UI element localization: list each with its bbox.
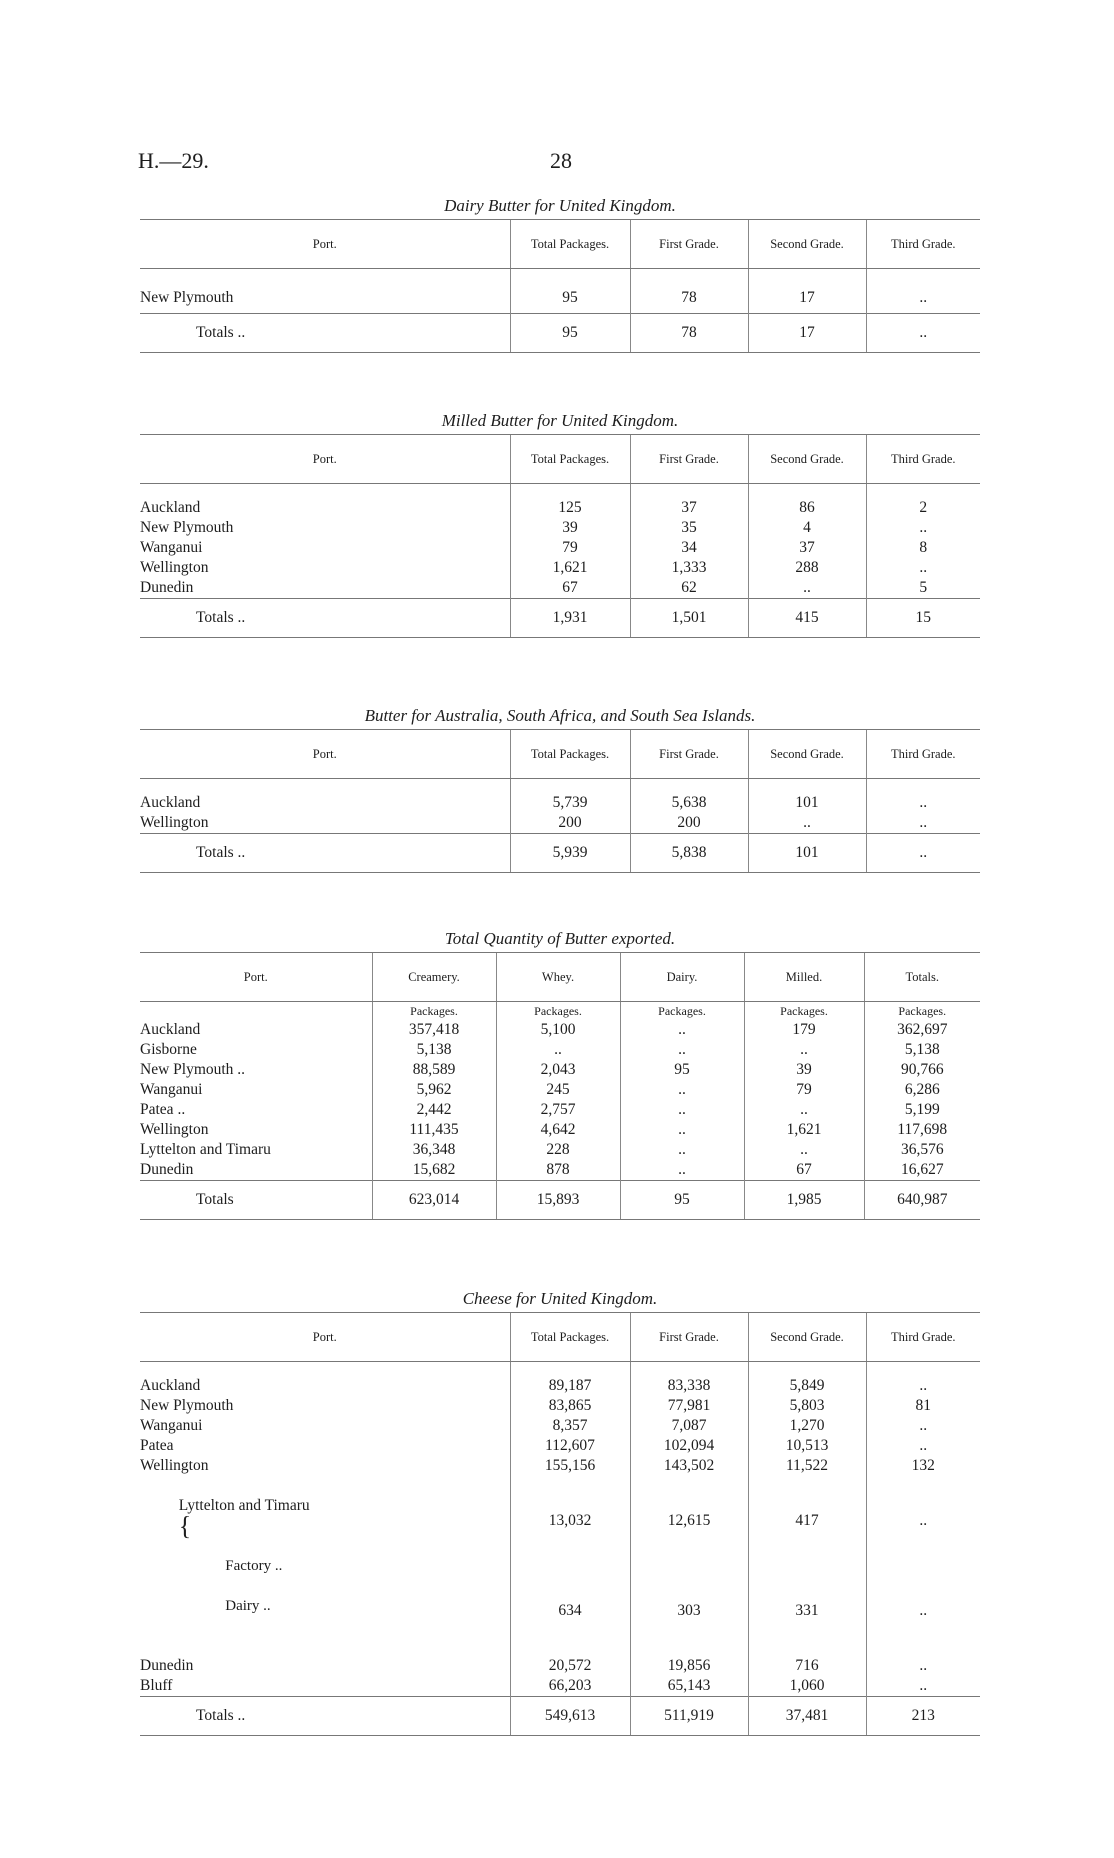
milled-butter-table <box>140 434 980 638</box>
cell: 5,138 <box>372 1040 496 1060</box>
port-name: New Plymouth <box>140 519 234 536</box>
header-total-packages: Total Packages. <box>510 435 630 484</box>
cell: 4,642 <box>496 1120 620 1140</box>
totals-row <box>140 834 980 873</box>
cell: .. <box>744 1040 864 1060</box>
cell: 5,939 <box>510 834 630 873</box>
table-row <box>140 1100 980 1120</box>
table-row <box>140 538 980 558</box>
cell: 716 <box>748 1656 866 1676</box>
cell: .. <box>620 1120 744 1140</box>
cell: 200 <box>630 813 748 834</box>
header-third-grade: Third Grade. <box>866 220 980 269</box>
cell: 1,985 <box>744 1181 864 1220</box>
port-name: Dunedin <box>140 1657 194 1675</box>
cell: 2,757 <box>496 1100 620 1120</box>
total-butter-section <box>140 928 980 1220</box>
cell: 1,621 <box>744 1120 864 1140</box>
cheese-table <box>140 1312 980 1736</box>
header-port: Port. <box>140 953 372 1002</box>
header-port: Port. <box>140 435 510 484</box>
cell: 81 <box>866 1396 980 1416</box>
table-header-row <box>140 730 980 779</box>
cell: 66,203 <box>510 1676 630 1697</box>
cell: 200 <box>510 813 630 834</box>
port-name: Lyttelton and Timaru <box>178 1497 310 1514</box>
totals-label: Totals .. <box>140 313 510 352</box>
cell: 8,357 <box>510 1416 630 1436</box>
cell: 35 <box>630 518 748 538</box>
dairy-butter-table <box>140 219 980 353</box>
port-name: Patea <box>140 1437 174 1454</box>
table-header-row <box>140 220 980 269</box>
port-name-lyttelton <box>140 1476 510 1656</box>
cell: .. <box>866 1676 980 1697</box>
cell: 19,856 <box>630 1656 748 1676</box>
header-first-grade: First Grade. <box>630 220 748 269</box>
header-first-grade: First Grade. <box>630 730 748 779</box>
header-third-grade: Third Grade. <box>866 435 980 484</box>
cell: 5,199 <box>864 1100 980 1120</box>
table-row <box>140 1140 980 1160</box>
header-dairy: Dairy. <box>620 953 744 1002</box>
milled-butter-caption: Milled Butter for United Kingdom. <box>441 411 679 430</box>
cell: 213 <box>866 1697 980 1736</box>
port-name: Dunedin <box>140 579 194 596</box>
cell: .. <box>866 558 980 578</box>
cell: 155,156 <box>510 1456 630 1476</box>
cell: 62 <box>630 578 748 599</box>
cell: 5,803 <box>748 1396 866 1416</box>
totals-label: Totals <box>140 1181 372 1220</box>
cell: 65,143 <box>630 1676 748 1697</box>
table-row <box>140 1160 980 1181</box>
cell: 132 <box>866 1456 980 1476</box>
cell: .. <box>620 1040 744 1060</box>
sub-label-dairy: Dairy .. <box>225 1598 271 1615</box>
cell: 15,893 <box>496 1181 620 1220</box>
australia-butter-section <box>140 705 980 873</box>
header-second-grade: Second Grade. <box>748 220 866 269</box>
cell: .. <box>620 1140 744 1160</box>
cell: .. <box>620 1160 744 1181</box>
cell: 415 <box>748 599 866 638</box>
cell: 15,682 <box>372 1160 496 1181</box>
cell: .. <box>620 1080 744 1100</box>
cell: 12,615 <box>630 1476 748 1566</box>
header-second-grade: Second Grade. <box>748 1313 866 1362</box>
cell: 39 <box>744 1060 864 1080</box>
table-row <box>140 1040 980 1060</box>
cell: .. <box>866 1416 980 1436</box>
table-row <box>140 578 980 599</box>
sub-label-factory: Factory .. <box>225 1558 283 1575</box>
port-name: Wellington <box>140 559 209 576</box>
cell: .. <box>620 1020 744 1040</box>
cell: 5,739 <box>510 793 630 813</box>
cell: 13,032 <box>510 1476 630 1566</box>
cheese-section <box>140 1288 980 1736</box>
total-butter-caption: Total Quantity of Butter exported. <box>444 929 676 948</box>
port-name: Bluff <box>140 1677 173 1695</box>
port-name: Wellington <box>140 814 209 831</box>
table-row <box>140 1416 980 1436</box>
header-port: Port. <box>140 1313 510 1362</box>
header-third-grade: Third Grade. <box>866 1313 980 1362</box>
header-first-grade: First Grade. <box>630 1313 748 1362</box>
port-name: Wellington <box>140 1457 209 1474</box>
cell: .. <box>866 1436 980 1456</box>
cell: 1,060 <box>748 1676 866 1697</box>
cell: 623,014 <box>372 1181 496 1220</box>
cell: .. <box>748 813 866 834</box>
cell: 10,513 <box>748 1436 866 1456</box>
table-row <box>140 813 980 834</box>
header-total-packages: Total Packages. <box>510 220 630 269</box>
port-name: Wanganui <box>140 1417 203 1434</box>
units-label: Packages. <box>864 1002 980 1021</box>
header-second-grade: Second Grade. <box>748 730 866 779</box>
cell: 89,187 <box>510 1376 630 1396</box>
document-reference: H.—29. <box>138 148 209 173</box>
table-row <box>140 1676 980 1697</box>
cell: 37,481 <box>748 1697 866 1736</box>
australia-butter-table <box>140 729 980 873</box>
cell: 303 <box>630 1566 748 1656</box>
cell: 245 <box>496 1080 620 1100</box>
totals-row <box>140 599 980 638</box>
cell: 5 <box>866 578 980 599</box>
cell: 16,627 <box>864 1160 980 1181</box>
table-row <box>140 1080 980 1100</box>
table-row <box>140 518 980 538</box>
cell: 5,838 <box>630 834 748 873</box>
cell: 37 <box>630 498 748 518</box>
totals-label: Totals .. <box>140 599 510 638</box>
cell: 1,333 <box>630 558 748 578</box>
cell: 83,338 <box>630 1376 748 1396</box>
cell: 417 <box>748 1476 866 1566</box>
cell: 36,348 <box>372 1140 496 1160</box>
header-total-packages: Total Packages. <box>510 730 630 779</box>
cell: 5,638 <box>630 793 748 813</box>
cell: 79 <box>744 1080 864 1100</box>
units-row <box>140 1002 980 1021</box>
port-name: New Plymouth <box>140 288 234 306</box>
cell: 143,502 <box>630 1456 748 1476</box>
units-label: Packages. <box>620 1002 744 1021</box>
table-row <box>140 1396 980 1416</box>
table-row <box>140 1020 980 1040</box>
cell: 2,043 <box>496 1060 620 1080</box>
cell: .. <box>866 283 980 313</box>
cell: .. <box>744 1100 864 1120</box>
header-totals: Totals. <box>864 953 980 1002</box>
cell: 37 <box>748 538 866 558</box>
cell: 39 <box>510 518 630 538</box>
cell: 78 <box>630 313 748 352</box>
cell: .. <box>866 1476 980 1566</box>
cell: .. <box>866 518 980 538</box>
page-number: 28 <box>550 148 572 173</box>
units-label: Packages. <box>496 1002 620 1021</box>
port-name: Auckland <box>140 1377 201 1394</box>
cell: 7,087 <box>630 1416 748 1436</box>
cell: 101 <box>748 834 866 873</box>
table-row <box>140 1656 980 1676</box>
cell: 15 <box>866 599 980 638</box>
cell: 67 <box>744 1160 864 1181</box>
milled-butter-section <box>140 410 980 638</box>
header-milled: Milled. <box>744 953 864 1002</box>
cell: 112,607 <box>510 1436 630 1456</box>
port-name: Auckland <box>140 499 201 516</box>
header-second-grade: Second Grade. <box>748 435 866 484</box>
table-row <box>140 1456 980 1476</box>
header-total-packages: Total Packages. <box>510 1313 630 1362</box>
cell: 17 <box>748 283 866 313</box>
header-port: Port. <box>140 730 510 779</box>
cell: 8 <box>866 538 980 558</box>
port-name: Wanganui <box>140 1081 203 1098</box>
dairy-butter-section <box>140 195 980 353</box>
port-name: Patea .. <box>140 1101 186 1118</box>
header-port: Port. <box>140 220 510 269</box>
cell: .. <box>748 578 866 599</box>
cell: .. <box>496 1040 620 1060</box>
cell: 1,501 <box>630 599 748 638</box>
cell: 36,576 <box>864 1140 980 1160</box>
table-row <box>140 1060 980 1080</box>
cell: 102,094 <box>630 1436 748 1456</box>
cell: 117,698 <box>864 1120 980 1140</box>
table-row <box>140 283 980 313</box>
port-name: Auckland <box>140 794 201 811</box>
totals-label: Totals .. <box>140 834 510 873</box>
port-name: Gisborne <box>140 1041 197 1058</box>
cell: 86 <box>748 498 866 518</box>
port-name: New Plymouth .. <box>140 1061 246 1078</box>
cell: 95 <box>620 1181 744 1220</box>
header-creamery: Creamery. <box>372 953 496 1002</box>
header-third-grade: Third Grade. <box>866 730 980 779</box>
cell: 67 <box>510 578 630 599</box>
dairy-butter-caption: Dairy Butter for United Kingdom. <box>444 196 676 215</box>
cell: 83,865 <box>510 1396 630 1416</box>
cell: 357,418 <box>372 1020 496 1040</box>
table-row <box>140 1476 980 1566</box>
cell: .. <box>866 834 980 873</box>
cell: 331 <box>748 1566 866 1656</box>
cell: 11,522 <box>748 1456 866 1476</box>
cell: 288 <box>748 558 866 578</box>
cell: .. <box>866 313 980 352</box>
cell: 1,621 <box>510 558 630 578</box>
cheese-caption: Cheese for United Kingdom. <box>462 1289 658 1308</box>
cell: 5,100 <box>496 1020 620 1040</box>
port-name: Dunedin <box>140 1161 194 1178</box>
cell: 1,270 <box>748 1416 866 1436</box>
cell: .. <box>866 1656 980 1676</box>
cell: 95 <box>510 313 630 352</box>
cell: 79 <box>510 538 630 558</box>
cell: .. <box>866 1566 980 1656</box>
cell: 5,849 <box>748 1376 866 1396</box>
cell: 2 <box>866 498 980 518</box>
cell: 511,919 <box>630 1697 748 1736</box>
cell: .. <box>866 813 980 834</box>
header-whey: Whey. <box>496 953 620 1002</box>
table-row <box>140 793 980 813</box>
cell: .. <box>866 793 980 813</box>
australia-butter-caption: Butter for Australia, South Africa, and South Sea Islands. <box>364 706 756 725</box>
header-first-grade: First Grade. <box>630 435 748 484</box>
cell: 95 <box>620 1060 744 1080</box>
cell: 17 <box>748 313 866 352</box>
cell: 34 <box>630 538 748 558</box>
totals-row <box>140 1697 980 1736</box>
cell: 634 <box>510 1566 630 1656</box>
total-butter-table <box>140 952 980 1220</box>
cell: 6,286 <box>864 1080 980 1100</box>
cell: 2,442 <box>372 1100 496 1120</box>
cell: 90,766 <box>864 1060 980 1080</box>
cell: 640,987 <box>864 1181 980 1220</box>
cell: .. <box>744 1140 864 1160</box>
port-name: Wellington <box>140 1121 209 1138</box>
table-header-row <box>140 953 980 1002</box>
cell: 125 <box>510 498 630 518</box>
table-row <box>140 1120 980 1140</box>
cell: 878 <box>496 1160 620 1181</box>
table-header-row <box>140 1313 980 1362</box>
cell: 179 <box>744 1020 864 1040</box>
cell: 5,962 <box>372 1080 496 1100</box>
port-name: Wanganui <box>140 539 203 556</box>
cell: 101 <box>748 793 866 813</box>
cell: 88,589 <box>372 1060 496 1080</box>
units-label: Packages. <box>744 1002 864 1021</box>
table-row <box>140 558 980 578</box>
totals-row <box>140 1181 980 1220</box>
brace-icon: { <box>178 1511 192 1541</box>
cell: 77,981 <box>630 1396 748 1416</box>
cell: .. <box>866 1376 980 1396</box>
cell: .. <box>620 1100 744 1120</box>
units-label: Packages. <box>372 1002 496 1021</box>
table-row <box>140 498 980 518</box>
table-row <box>140 1376 980 1396</box>
totals-row <box>140 313 980 352</box>
cell: 362,697 <box>864 1020 980 1040</box>
cell: 111,435 <box>372 1120 496 1140</box>
cell: 1,931 <box>510 599 630 638</box>
cell: 20,572 <box>510 1656 630 1676</box>
cell: 95 <box>510 283 630 313</box>
page-header <box>138 148 978 182</box>
table-row <box>140 1436 980 1456</box>
cell: 549,613 <box>510 1697 630 1736</box>
port-name: Auckland <box>140 1021 201 1038</box>
totals-label: Totals .. <box>140 1697 510 1736</box>
cell: 228 <box>496 1140 620 1160</box>
cell: 4 <box>748 518 866 538</box>
table-header-row <box>140 435 980 484</box>
cell: 78 <box>630 283 748 313</box>
cell: 5,138 <box>864 1040 980 1060</box>
port-name: Lyttelton and Timaru <box>140 1141 271 1158</box>
port-name: New Plymouth <box>140 1397 234 1414</box>
